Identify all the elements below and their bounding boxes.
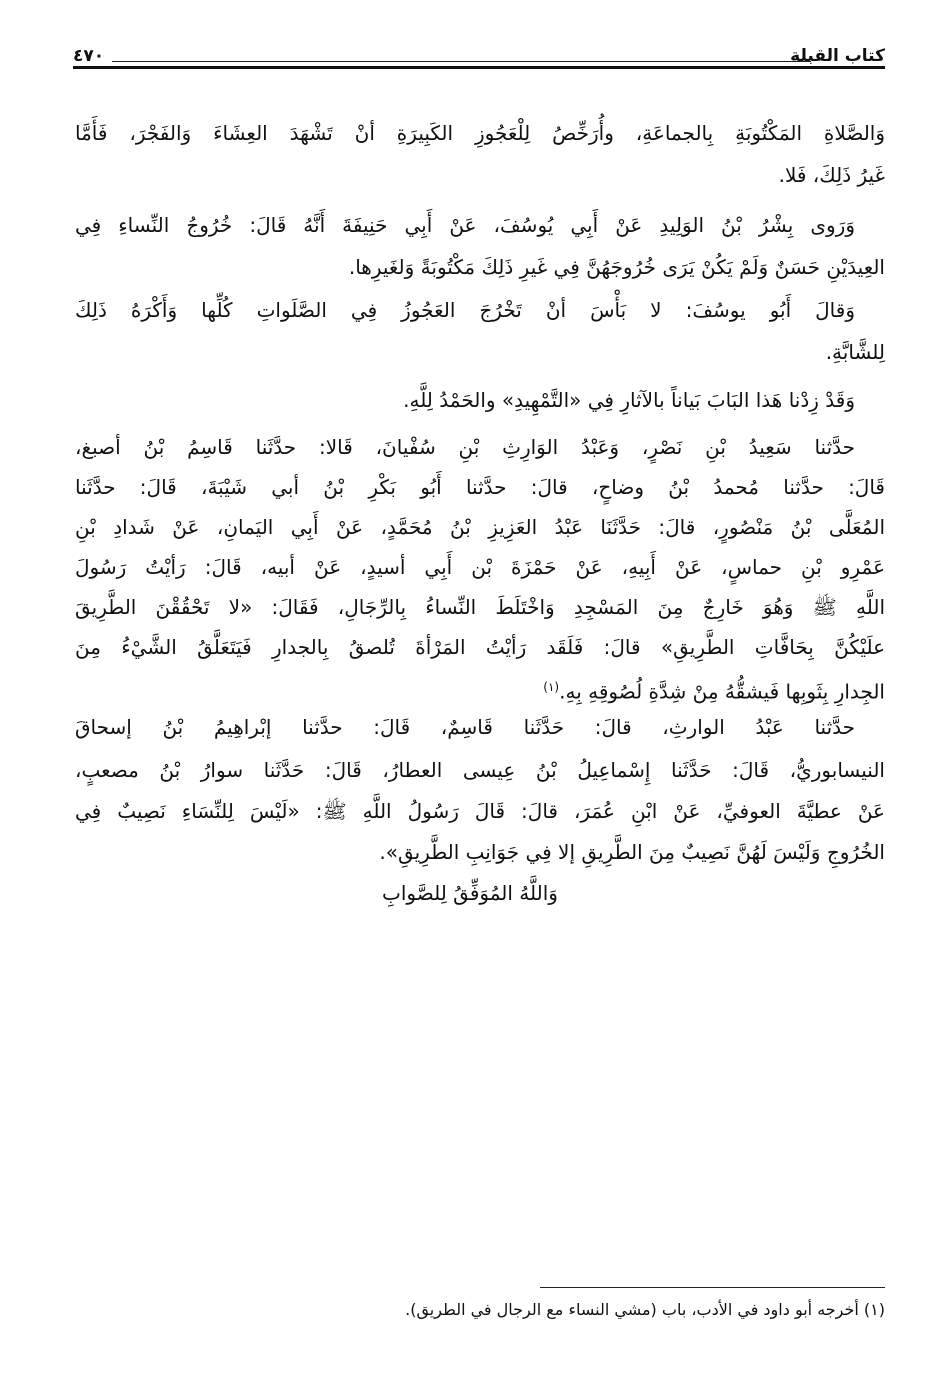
text-line (75, 467, 885, 507)
line-text: الجِدارِ بِثَوبِها فَيشقُّهُ مِنْ شِدَّةِ لُصُوقِهِ بِهِ. (559, 679, 885, 704)
header-dash-line (112, 61, 811, 62)
line-text: الخُرُوجِ وَلَيْسَ لَهُنَّ نَصِيبٌ مِنَ الطَّرِيقِ إلا فِي جَوَانِبِ الطَّرِيقِ». (379, 840, 885, 864)
text-line (75, 627, 885, 667)
text-line (75, 507, 885, 547)
text-line (75, 380, 855, 420)
line-text: قَالَ: حدَّثنا مُحمدُ بْنُ وضاحٍ، قالَ: حدَّثنا أَبُو بَكْرِ بْنُ أبي شَيْبَةَ، قَالَ: حدَّثَنا (75, 475, 885, 499)
text-line (75, 547, 885, 587)
line-text: عَنْ عطيَّةَ العوفيِّ، عَنْ ابْنِ عُمَرَ، قالَ: قَالَ رَسُولُ اللَّهِ ﷺ: «لَيْسَ لِلنِّسَاءِ نَصِيبٌ فِي (75, 799, 885, 823)
line-text: المُعَلَّى بْنُ مَنْصُورٍ، قالَ: حَدَّثَنَا عَبْدُ العَزِيزِ بْنُ مُحَمَّدٍ، عَنْ أَبِي اليَمانِ، عَنْ شَدادِ بْنِ (75, 515, 885, 539)
line-text: لِلشَّابَّةِ. (825, 340, 885, 364)
text-line (75, 832, 885, 872)
line-text: غَيرُ ذَلِكَ، فَلا. (778, 163, 885, 187)
line-text: عَمْرِو بْنِ حماسٍ، عَنْ أَبِيهِ، عَنْ حَمْزَةَ بْن أَبِي أسيدٍ، عَنْ أبيه، قَالَ: رَأيْتُ رَسُولَ (75, 555, 885, 579)
text-line (75, 707, 855, 747)
text-line (75, 247, 885, 287)
running-header-title: كتاب القبلة (790, 46, 885, 66)
text-line (75, 750, 885, 790)
page-number: ٤٧٠ (73, 46, 105, 66)
text-line (75, 332, 885, 372)
text-line (75, 155, 885, 195)
footnote: (١) أخرجه أبو داود في الأدب، باب (مشي النساء مع الرجال في الطريق). (405, 1300, 885, 1319)
line-text: وَقالَ أَبُو يوسُفَ: لا بَأْسَ أنْ تَخْرُجَ العَجُوزُ فِي الصَّلَواتِ كُلِّها وَأَكْرَهُ ذَلِكَ (75, 298, 855, 322)
line-text: النيسابوريُّ، قَالَ: حَدَّثَنا إِسْماعِيلُ بْنُ عِيسى العطارُ، قَالَ: حَدَّثَنا سوارُ بْنُ مصعبٍ، (75, 758, 885, 782)
line-text: حدَّثنا سَعِيدُ بْنِ نَصْرٍ، وَعَبْدُ الوَارِثِ بْنِ سُفْيانَ، قَالا: حدَّثَنا قَاسِمُ بْنُ أصبغ، (75, 435, 855, 459)
text-line (75, 205, 855, 245)
closing-line: وَاللَّهُ المُوَفِّقُ لِلصَّوابِ (382, 881, 558, 905)
text-line (75, 587, 885, 627)
text-line (75, 667, 885, 707)
line-text: حدَّثنا عَبْدُ الوارثِ، قالَ: حَدَّثَنا قَاسِمٌ، قَالَ: حدَّثنا إبْراهِيمُ بْنُ إسحاقَ (75, 715, 855, 739)
line-text: العِيدَيْنِ حَسَنٌ وَلَمْ يَكُنْ يَرَى خُرُوجَهُنَّ فِي غَيرِ ذَلِكَ مَكْتُوبَةً وَلغَيرِها. (348, 255, 885, 279)
text-line (75, 290, 855, 330)
footnote-rule (540, 1287, 885, 1288)
line-text: وَالصَّلاةِ المَكْتُوبَةِ بِالجماعَةِ، وأُرَخِّصُ لِلْعَجُوزِ الكَبِيرَةِ أنْ تَشْهَدَ العِشَاءَ وَالفَجْرَ، فَأَمَّا (75, 121, 885, 145)
line-text: وَرَوى بِشْرُ بْنُ الوَلِيدِ عَنْ أَبِي يُوسُفَ، عَنْ أَبِي حَنِيفَةَ أَنَّهُ قَالَ: خُرُوجُ النِّساءِ فِي (75, 213, 855, 237)
line-text: وَقَدْ زِدْنا هَذا البَابَ بَياناً بالآثارِ فِي «التَّمْهِيدِ» والحَمْدُ لِلَّهِ. (403, 388, 855, 412)
text-line (75, 791, 885, 831)
line-text: علَيْكُنَّ بِحَافَّاتِ الطَّرِيقِ» قالَ: فَلَقَد رَأيْتُ المَرْأةَ تُلصقُ بِالجدارِ فَيَتَعَلَّقُ الشَّيْءُ مِنَ (75, 635, 885, 659)
line-text: اللَّهِ ﷺ وَهُوَ خَارِجٌ مِنَ المَسْجِدِ وَاخْتَلَطَ النِّساءُ بِالرِّجَالِ، فَقَالَ: «لا تَحْقُقْنَ الطَّرِيقَ (75, 595, 885, 619)
footnote-reference[interactable]: (١) (543, 680, 560, 694)
text-line (75, 427, 855, 467)
header-rule (73, 66, 885, 69)
text-line (75, 113, 885, 153)
